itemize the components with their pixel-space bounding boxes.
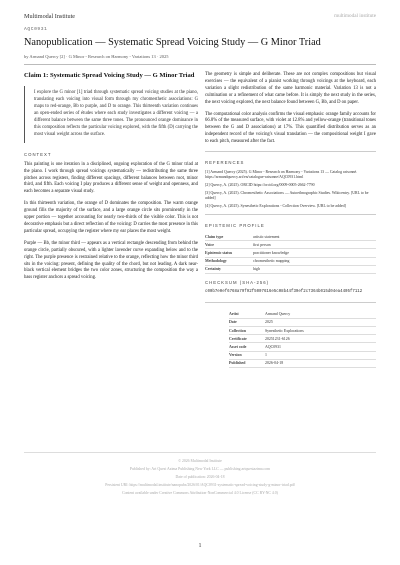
body-paragraph: The computational color analysis confirms the visual emphasis: orange family accounts for 66.8% of the measured surface, with violet at 12.8% and yellow-orange (transitional tones between the G and D associations) at 17%. This quantified distribution serves as an independent record of the voicing's visual translation — the compositional weight I gave to each pitch, measured after the fact. xyxy=(205,111,376,145)
meta-value: Synesthetic Explorations xyxy=(265,326,376,334)
table-row xyxy=(229,343,376,351)
profile-key: Claim type xyxy=(205,233,253,241)
divider xyxy=(205,302,376,303)
institute-name-right: multimodal institute xyxy=(334,13,376,19)
header-divider xyxy=(24,64,376,65)
profile-key: Certainty xyxy=(205,265,253,273)
body-paragraph: The geometry is simple and deliberate. These are not complex compositions but visual exercises — the equivalent of a pianist working through voicings at the keyboard, each variation a slight redistribution of the same harmonic material. Variation 13 is not a culmination or a refinement of what came before. It is simply the next study in the series, the next voicing explored, the next balance found between G, Bb, and D on paper. xyxy=(205,72,376,105)
table-row xyxy=(229,311,376,319)
profile-value: high xyxy=(253,265,376,273)
left-column xyxy=(24,72,198,287)
meta-key: Collection xyxy=(229,326,265,334)
table-row xyxy=(205,257,376,265)
page-title: Nanopublication — Systematic Spread Voicing Study — G Minor Triad xyxy=(24,37,321,48)
meta-value: Armand Quercy xyxy=(265,311,376,319)
artwork-metadata xyxy=(229,311,376,368)
meta-key: Asset code xyxy=(229,343,265,351)
table-row xyxy=(229,335,376,343)
table-row xyxy=(229,318,376,326)
meta-value: 20251231-6126 xyxy=(265,335,376,343)
meta-key: Artist xyxy=(229,311,265,319)
footer-divider xyxy=(24,452,376,453)
table-row xyxy=(205,249,376,257)
profile-value: practitioner knowledge xyxy=(253,249,376,257)
table-row xyxy=(205,241,376,249)
reference-item[interactable]: [4] Quercy, A. (2025). Synesthetic Explorations - Collection Overview. [URL to be added] xyxy=(205,203,346,208)
table-row xyxy=(229,359,376,367)
top-bar xyxy=(24,13,376,23)
footer-publisher[interactable]: Published by: Art Quest Azima Publishing New York LLC — publishing.artquestazima.com xyxy=(129,467,271,471)
references-list xyxy=(205,170,376,209)
page-footer xyxy=(24,452,376,497)
right-column xyxy=(205,72,376,374)
context-label: CONTEXT xyxy=(24,151,52,157)
footer-uri[interactable]: Persistent URI: https://multimodal.institute/nanopubs/2026/01/AQC0931-systematic-spread-voicing-study-g-minor-triad.pdf xyxy=(105,483,295,487)
byline: by Armand Quercy [2] · G Minor - Research on Harmony - Variations 13 · 2025 xyxy=(24,54,169,59)
meta-value: 1 xyxy=(265,351,376,359)
footer-date: Date of publication: 2026-04-18 xyxy=(175,475,225,479)
meta-key: Version xyxy=(229,351,265,359)
document-code: AQC0931 xyxy=(24,27,48,32)
divider xyxy=(205,151,376,152)
meta-value: AQC0931 xyxy=(265,343,376,351)
meta-value: 2025 xyxy=(265,318,376,326)
profile-key: Voice xyxy=(205,241,253,249)
reference-item[interactable]: [3] Quercy, A. (2025). Chromesthetic Associations — Autoethnographic Studies. Wikicentry. [URL to be added] xyxy=(205,190,369,201)
context-paragraph: This painting is one iteration in a disciplined, ongoing exploration of the G minor triad at the piano. I work through spread voicings systematically — redistributing the same three pitches across registers, finding different spacings, different balances between root, minor third, and fifth. Each voicing I play produces a different sense of weight and openness, and each becomes a separate visual study. xyxy=(24,161,198,195)
profile-key: Methodology xyxy=(205,257,253,265)
meta-key: Date xyxy=(229,318,265,326)
claim-abstract: I explore the G minor [1] triad through systematic spread voicing studies at the piano, translating each voicing into visual form through my chromesthetic associations: G maps to red-orange, Bb to purple, and D to orange. This thirteenth variation continues an open-ended series of études where each study investigates a different voicing — a different balance between the same three tones. The pronounced orange dominance in this composition reflects the particular voicing explored, with the fifth (D) carrying the most visual weight across the surface. xyxy=(24,86,198,142)
divider xyxy=(205,214,376,215)
meta-key: Certificate xyxy=(229,335,265,343)
metadata-table xyxy=(229,311,376,368)
references-label: REFERENCES xyxy=(205,160,245,166)
claim-title: Claim 1: Systematic Spread Voicing Study — G Minor Triad xyxy=(24,72,195,79)
footer-copyright: © 2026 Multimodal Institute xyxy=(178,459,222,463)
profile-value: artistic statement xyxy=(253,233,376,241)
meta-value: 2026-04-18 xyxy=(265,359,376,367)
context-paragraph: In this thirteenth variation, the orange of D dominates the composition. The warm orange ground fills the majority of the surface, and a large orange circle sits prominently in the upper portion — together accounting for nearly two-thirds of the visible color. This is not decorative emphasis but a direct reflection of the voicing: D carries the most presence in this particular spread, occupying the register where my ear places the most weight. xyxy=(24,201,198,234)
checksum-label: CHECKSUM (SHA-256) xyxy=(205,280,270,285)
context-paragraph: Purple — Bb, the minor third — appears as a vertical rectangle descending from behind the orange circle, partially obscured, with a lighter lavender curve expanding below and to the right. The purple presence is restrained relative to the orange, reflecting how the minor third sits in the voicing: present, defining the quality of the chord, but not leading. A dark near-black vertical element bridges the two color zones, structuring the composition the way a bass register anchors a spread voicing. xyxy=(24,240,198,281)
table-row xyxy=(205,233,376,241)
profile-value: chromesthetic mapping xyxy=(253,257,376,265)
meta-key: Published xyxy=(229,359,265,367)
table-row xyxy=(205,265,376,273)
footer-license: Content available under Creative Commons Attribution-NonCommercial 4.0 License (CC BY-NC 4.0) xyxy=(122,491,278,495)
table-row xyxy=(229,326,376,334)
epistemic-profile-label: EPISTEMIC PROFILE xyxy=(205,223,265,229)
epistemic-profile-table xyxy=(205,233,376,274)
table-row xyxy=(229,351,376,359)
profile-key: Epistemic status xyxy=(205,249,253,257)
page-number: 1 xyxy=(198,543,202,549)
checksum-value: c00b7e0ef6768a79f92f5007616e5c08b44f39ef2c7364b015d04ea4405f7112 xyxy=(205,290,363,294)
reference-item[interactable]: [2] Quercy, A. (2025). ORCID https://orcid.org/0009-0005-2662-7790 xyxy=(205,183,315,188)
institute-name: Multimodal Institute xyxy=(24,13,76,20)
reference-item[interactable]: [1] Armand Quercy (2025). G Minor - Research on Harmony - Variations 13 — Catalog raisonné. https://armandquercy.art/en/catalogue-raisonne/AQC0931.html xyxy=(205,170,358,180)
profile-value: first person xyxy=(253,241,376,249)
